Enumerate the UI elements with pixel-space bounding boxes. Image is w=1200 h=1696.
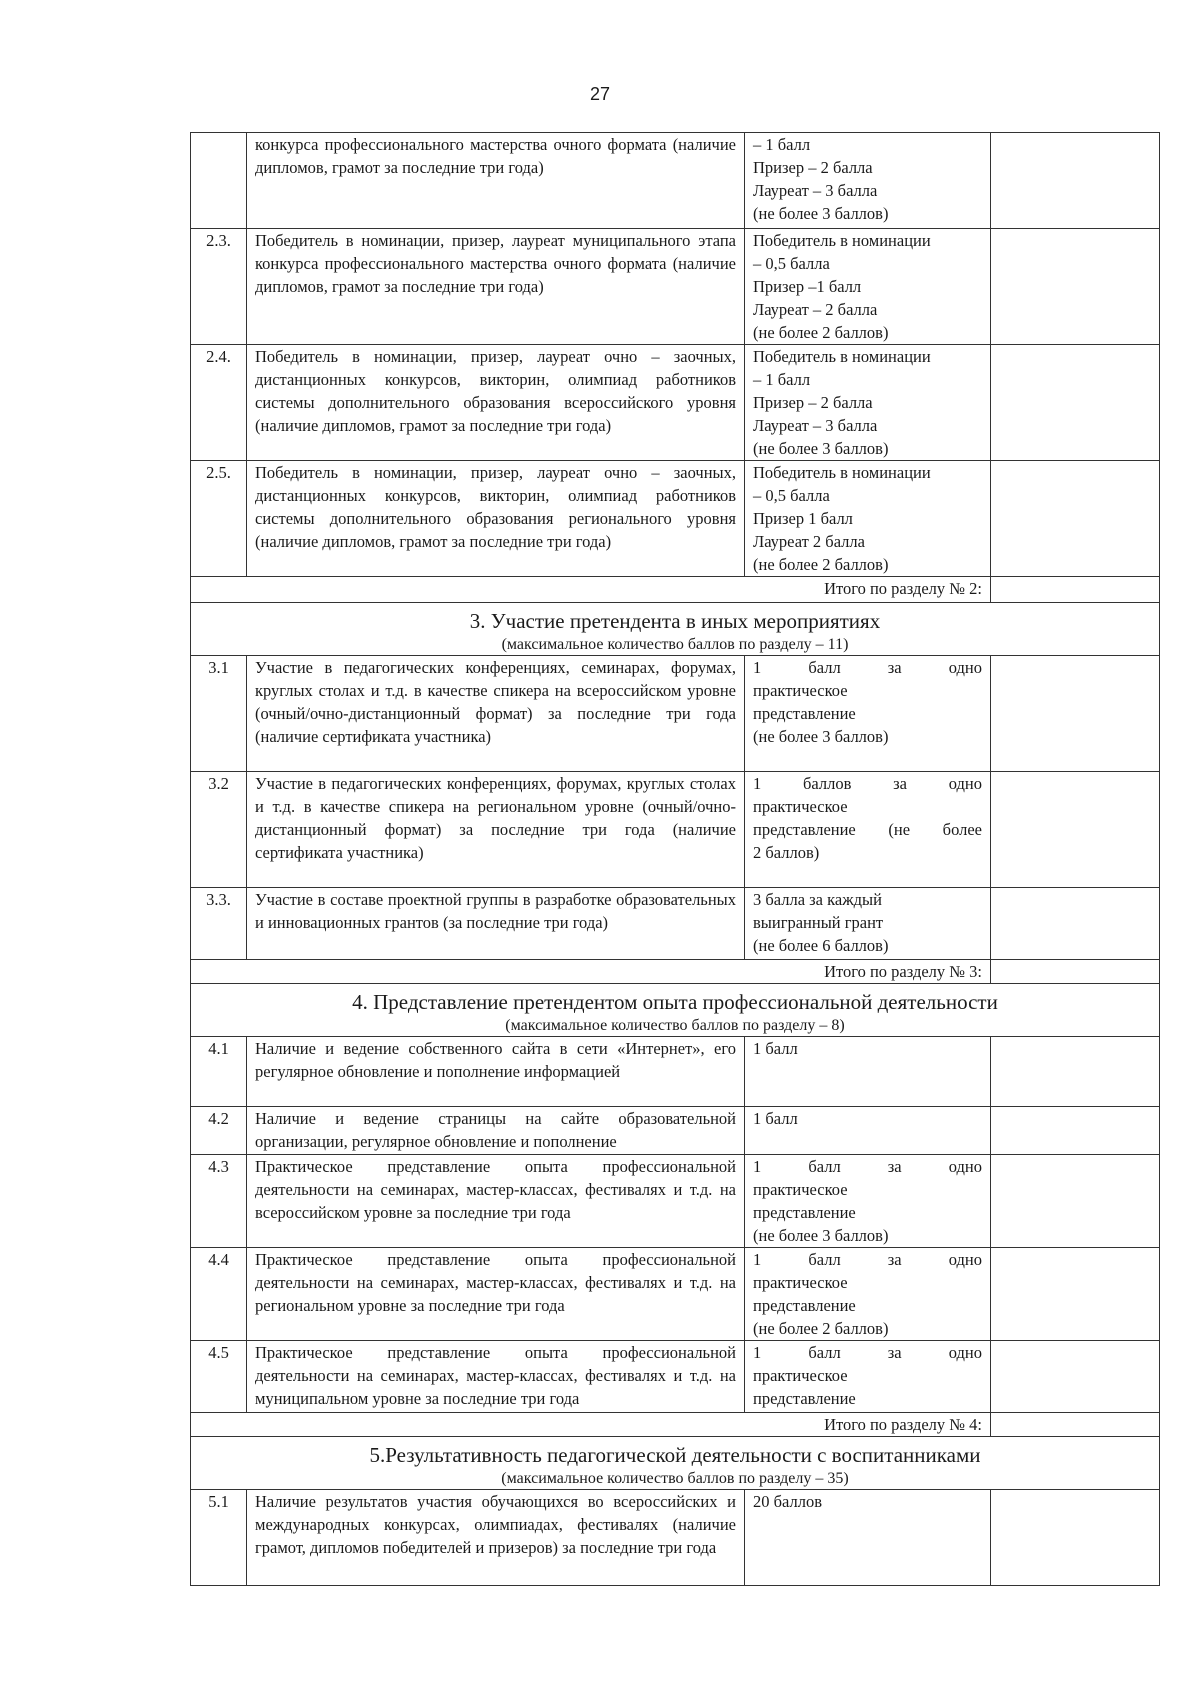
- criterion-description: Практическое представление опыта профессиональной деятельности на семинарах, мастер-классах, фестивалях и т.д. на муниципальном уровне за последние три года: [247, 1341, 745, 1413]
- row-number: 5.1: [191, 1490, 247, 1586]
- score-line: (не более 2 баллов): [753, 323, 889, 342]
- score-line: 1 балл за одно: [753, 1157, 982, 1176]
- points-cell: [991, 461, 1160, 577]
- score-line: Победитель в номинации: [753, 347, 931, 366]
- criterion-description: Практическое представление опыта профессиональной деятельности на семинарах, мастер-классах, фестивалях и т.д. на всероссийском уровне за последние три года: [247, 1155, 745, 1248]
- points-cell: [991, 1037, 1160, 1107]
- points-cell: [991, 1155, 1160, 1248]
- table-row: [191, 1107, 1160, 1155]
- section-total-label: Итого по разделу № 2:: [191, 577, 991, 603]
- score-line: (не более 2 баллов): [753, 1319, 889, 1338]
- points-cell: [991, 345, 1160, 461]
- score-line: 1 балл: [753, 1109, 798, 1128]
- score-line: 1 баллов за одно: [753, 774, 982, 793]
- score-line: (не более 2 баллов): [753, 555, 889, 574]
- section-total-row: [191, 1413, 1160, 1437]
- row-number: 4.2: [191, 1107, 247, 1155]
- score-cell: [745, 1107, 991, 1155]
- criterion-description: Наличие и ведение страницы на сайте образовательной организации, регулярное обновление и пополнение: [247, 1107, 745, 1155]
- table-row: [191, 1248, 1160, 1341]
- criterion-description: Победитель в номинации, призер, лауреат очно – заочных, дистанционных конкурсов, викторин, олимпиад работников системы дополнительного образования всероссийского уровня (наличие дипломов, грамот за последние три года): [247, 345, 745, 461]
- score-line: – 0,5 балла: [753, 486, 830, 505]
- row-number: 3.3.: [191, 888, 247, 960]
- score-line: (не более 3 баллов): [753, 727, 889, 746]
- score-line: выигранный грант: [753, 913, 884, 932]
- section-subtitle: (максимальное количество баллов по разделу – 35): [501, 1470, 849, 1487]
- criterion-description: Практическое представление опыта профессиональной деятельности на семинарах, мастер-классах, фестивалях и т.д. на региональном уровне за последние три года: [247, 1248, 745, 1341]
- points-cell: [991, 133, 1160, 229]
- score-line: Лауреат – 3 балла: [753, 181, 878, 200]
- row-number: [191, 133, 247, 229]
- score-line: представление: [753, 1389, 856, 1408]
- score-line: представление: [753, 1203, 856, 1222]
- section-heading-row: [191, 1437, 1160, 1490]
- score-line: 20 баллов: [753, 1492, 822, 1511]
- row-number: 3.2: [191, 772, 247, 888]
- points-cell: [991, 888, 1160, 960]
- table-row: [191, 345, 1160, 461]
- score-line: практическое: [753, 1366, 848, 1385]
- section-title: 4. Представление претендентом опыта профессиональной деятельности: [352, 990, 998, 1014]
- points-cell: [991, 1248, 1160, 1341]
- section-heading: [191, 603, 1160, 656]
- criterion-description: Участие в педагогических конференциях, семинарах, форумах, круглых столах и т.д. в качестве спикера на всероссийском уровне (очный/очно-дистанционный формат) за последние три года (наличие сертификата участника): [247, 656, 745, 772]
- criterion-description: Победитель в номинации, призер, лауреат очно – заочных, дистанционных конкурсов, викторин, олимпиад работников системы дополнительного образования регионального уровня (наличие дипломов, грамот за последние три года): [247, 461, 745, 577]
- score-line: – 1 балл: [753, 370, 811, 389]
- section-total-row: [191, 960, 1160, 984]
- page-number: 27: [589, 84, 611, 104]
- criterion-description: Победитель в номинации, призер, лауреат муниципального этапа конкурса профессионального мастерства очного формата (наличие дипломов, грамот за последние три года): [247, 229, 745, 345]
- score-line: представление: [753, 704, 856, 723]
- table-row: [191, 1155, 1160, 1248]
- score-line: 3 балла за каждый: [753, 890, 882, 909]
- score-line: 1 балл за одно: [753, 1250, 982, 1269]
- score-line: представление (не более: [753, 820, 982, 839]
- score-line: 1 балл за одно: [753, 1343, 982, 1362]
- table-row: [191, 461, 1160, 577]
- score-line: практическое: [753, 681, 848, 700]
- score-line: практическое: [753, 1180, 848, 1199]
- score-cell: [745, 888, 991, 960]
- score-line: (не более 3 баллов): [753, 439, 889, 458]
- row-number: 2.3.: [191, 229, 247, 345]
- score-line: Призер –1 балл: [753, 277, 862, 296]
- criterion-description: Наличие и ведение собственного сайта в сети «Интернет», его регулярное обновление и пополнение информацией: [247, 1037, 745, 1107]
- points-cell: [991, 1107, 1160, 1155]
- table-row: [191, 772, 1160, 888]
- score-cell: [745, 1490, 991, 1586]
- row-number: 4.3: [191, 1155, 247, 1248]
- row-number: 4.5: [191, 1341, 247, 1413]
- section-heading-row: [191, 603, 1160, 656]
- table-row: [191, 229, 1160, 345]
- score-line: – 0,5 балла: [753, 254, 830, 273]
- row-number: 2.4.: [191, 345, 247, 461]
- section-subtitle: (максимальное количество баллов по разделу – 8): [505, 1017, 845, 1034]
- section-total-label: Итого по разделу № 3:: [191, 960, 991, 984]
- score-cell: [745, 1037, 991, 1107]
- section-total-label: Итого по разделу № 4:: [191, 1413, 991, 1437]
- section-heading-row: [191, 984, 1160, 1037]
- score-line: Призер – 2 балла: [753, 158, 873, 177]
- section-total-value: [991, 960, 1160, 984]
- table-row: [191, 888, 1160, 960]
- section-title: 5.Результативность педагогической деятельности с воспитанниками: [369, 1443, 981, 1467]
- table-row: [191, 656, 1160, 772]
- score-line: Лауреат 2 балла: [753, 532, 865, 551]
- score-cell: [745, 345, 991, 461]
- score-cell: [745, 229, 991, 345]
- criterion-description: Участие в педагогических конференциях, форумах, круглых столах и т.д. в качестве спикера на региональном уровне (очный/очно-дистанционный формат) за последние три года (наличие сертификата участника): [247, 772, 745, 888]
- row-number: 3.1: [191, 656, 247, 772]
- score-line: (не более 6 баллов): [753, 936, 889, 955]
- score-line: (не более 3 баллов): [753, 204, 889, 223]
- score-line: практическое: [753, 797, 848, 816]
- score-cell: [745, 1248, 991, 1341]
- section-total-row: [191, 577, 1160, 603]
- score-line: Лауреат – 2 балла: [753, 300, 878, 319]
- section-heading: [191, 1437, 1160, 1490]
- points-cell: [991, 1341, 1160, 1413]
- criterion-description: конкурса профессионального мастерства очного формата (наличие дипломов, грамот за последние три года): [247, 133, 745, 229]
- score-line: – 1 балл: [753, 135, 811, 154]
- section-total-value: [991, 577, 1160, 603]
- score-cell: [745, 656, 991, 772]
- score-line: Лауреат – 3 балла: [753, 416, 878, 435]
- score-line: Призер 1 балл: [753, 509, 853, 528]
- points-cell: [991, 229, 1160, 345]
- score-line: 2 баллов): [753, 843, 820, 862]
- row-number: 2.5.: [191, 461, 247, 577]
- section-total-value: [991, 1413, 1160, 1437]
- criterion-description: Участие в составе проектной группы в разработке образовательных и инновационных грантов (за последние три года): [247, 888, 745, 960]
- score-line: Призер – 2 балла: [753, 393, 873, 412]
- table-row: [191, 133, 1160, 229]
- section-heading: [191, 984, 1160, 1037]
- table-row: [191, 1037, 1160, 1107]
- points-cell: [991, 1490, 1160, 1586]
- score-cell: [745, 133, 991, 229]
- score-line: практическое: [753, 1273, 848, 1292]
- score-line: 1 балл за одно: [753, 658, 982, 677]
- table-row: [191, 1341, 1160, 1413]
- score-line: Победитель в номинации: [753, 463, 931, 482]
- section-title: 3. Участие претендента в иных мероприятиях: [469, 609, 881, 633]
- score-cell: [745, 772, 991, 888]
- score-line: 1 балл: [753, 1039, 798, 1058]
- score-cell: [745, 1341, 991, 1413]
- criteria-table: [190, 132, 1160, 1586]
- table-row: [191, 1490, 1160, 1586]
- criterion-description: Наличие результатов участия обучающихся во всероссийских и международных конкурсах, олимпиадах, фестивалях (наличие грамот, дипломов победителей и призеров) за последние три года: [247, 1490, 745, 1586]
- score-line: Победитель в номинации: [753, 231, 931, 250]
- score-line: представление: [753, 1296, 856, 1315]
- score-cell: [745, 1155, 991, 1248]
- score-cell: [745, 461, 991, 577]
- score-line: (не более 3 баллов): [753, 1226, 889, 1245]
- points-cell: [991, 656, 1160, 772]
- section-subtitle: (максимальное количество баллов по разделу – 11): [501, 636, 849, 653]
- points-cell: [991, 772, 1160, 888]
- row-number: 4.4: [191, 1248, 247, 1341]
- row-number: 4.1: [191, 1037, 247, 1107]
